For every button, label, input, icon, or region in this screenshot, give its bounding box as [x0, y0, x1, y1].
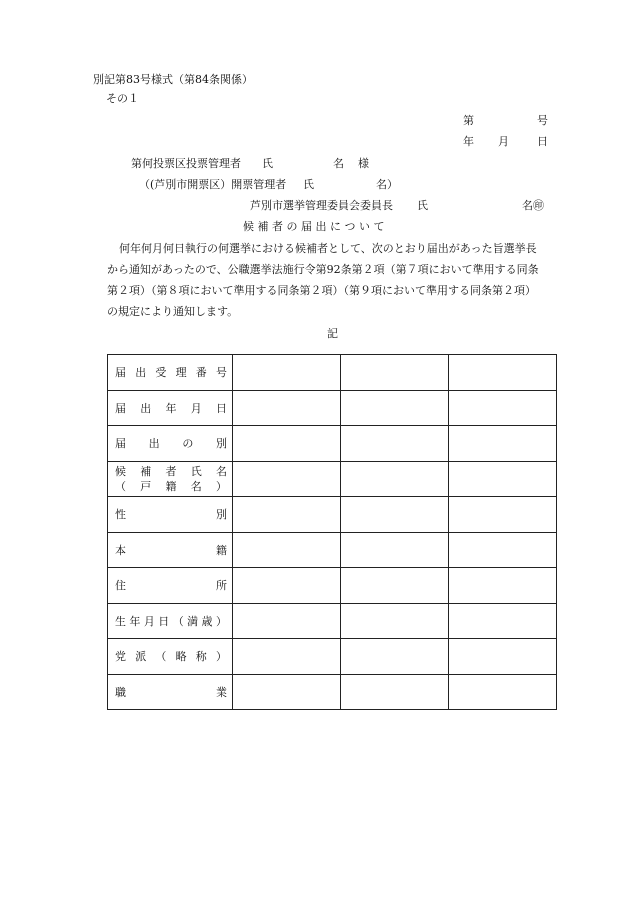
entry-cell[interactable] — [341, 461, 449, 497]
addressee-title: 第何投票区投票管理者 — [131, 157, 241, 170]
table-row — [108, 497, 557, 533]
entry-cell[interactable] — [233, 461, 341, 497]
entry-cell[interactable] — [449, 532, 557, 568]
date-day: 日 — [537, 135, 548, 148]
document-title: 候 補 者 の 届 出 に つ い て — [243, 220, 385, 233]
entry-cell[interactable] — [233, 568, 341, 604]
table-row — [108, 390, 557, 426]
row-label: 届 出 の 別 — [115, 437, 227, 451]
addressee-mei: 名 — [333, 157, 344, 170]
entry-cell[interactable] — [449, 461, 557, 497]
entry-cell[interactable] — [341, 568, 449, 604]
row-label-cell — [108, 568, 233, 604]
entry-cell[interactable] — [449, 568, 557, 604]
row-label-cell — [108, 497, 233, 533]
row-label-cell — [108, 532, 233, 568]
counting-manager-mei: 名） — [376, 178, 398, 191]
entry-cell[interactable] — [341, 355, 449, 391]
table-row — [108, 674, 557, 710]
entry-cell[interactable] — [233, 532, 341, 568]
addressee-shi: 氏 — [262, 157, 273, 170]
body-line-2: から通知があったので、公職選挙法施行令第92条第２項（第７項において準用する同条 — [107, 263, 539, 276]
entry-cell[interactable] — [449, 497, 557, 533]
entry-cell[interactable] — [449, 426, 557, 462]
row-label-cell — [108, 390, 233, 426]
table-row — [108, 639, 557, 675]
entry-cell[interactable] — [233, 497, 341, 533]
row-label-cell — [108, 461, 233, 497]
entry-cell[interactable] — [449, 639, 557, 675]
sender-title: 芦別市選挙管理委員会委員長 — [250, 199, 393, 212]
date-month: 月 — [498, 135, 509, 148]
entry-cell[interactable] — [233, 603, 341, 639]
entry-cell[interactable] — [341, 603, 449, 639]
table-row — [108, 426, 557, 462]
row-label-cell — [108, 674, 233, 710]
table-row — [108, 355, 557, 391]
entry-cell[interactable] — [233, 639, 341, 675]
row-label: 職 業 — [115, 685, 227, 699]
row-label: 届 出 受 理 番 号 — [115, 366, 227, 380]
entry-cell[interactable] — [341, 426, 449, 462]
entry-cell[interactable] — [449, 355, 557, 391]
entry-cell[interactable] — [341, 532, 449, 568]
sender-shi: 氏 — [417, 199, 428, 212]
entry-cell[interactable] — [341, 497, 449, 533]
row-label: 住 所 — [115, 579, 227, 593]
body-line-4: の規定により通知します。 — [107, 305, 239, 318]
entry-cell[interactable] — [449, 674, 557, 710]
entry-cell[interactable] — [233, 674, 341, 710]
entry-cell[interactable] — [233, 426, 341, 462]
table-row — [108, 532, 557, 568]
entry-cell[interactable] — [449, 603, 557, 639]
notification-table — [107, 354, 557, 710]
counting-manager-title: （(芦別市開票区）開票管理者 — [139, 178, 287, 191]
row-label-sub: （ 戸 籍 名 ） — [115, 479, 227, 493]
table-row — [108, 603, 557, 639]
row-label-cell — [108, 603, 233, 639]
entry-cell[interactable] — [233, 390, 341, 426]
entry-cell[interactable] — [341, 674, 449, 710]
entry-cell[interactable] — [233, 355, 341, 391]
table-row — [108, 568, 557, 604]
table-row — [108, 461, 557, 497]
entry-cell[interactable] — [341, 639, 449, 675]
row-label-cell — [108, 639, 233, 675]
sub-number: その１ — [106, 92, 139, 105]
ki-mark: 記 — [327, 327, 338, 340]
entry-cell[interactable] — [449, 390, 557, 426]
doc-number-prefix: 第 — [463, 114, 474, 127]
sender-mei-seal: 名㊞ — [522, 199, 544, 212]
doc-number-suffix: 号 — [537, 114, 548, 127]
body-line-1: 何年何月何日執行の何選挙における候補者として、次のとおり届出があった旨選挙長 — [119, 242, 537, 255]
row-label: 届 出 年 月 日 — [115, 401, 227, 415]
row-label: 性 別 — [115, 508, 227, 522]
form-id: 別記第83号様式（第84条関係） — [93, 73, 253, 86]
addressee-sama: 様 — [358, 157, 369, 170]
body-line-3: 第２項）（第８項において準用する同条第２項）（第９項において準用する同条第２項） — [107, 284, 536, 297]
entry-cell[interactable] — [341, 390, 449, 426]
row-label: 党 派 （ 略 称 ） — [115, 650, 227, 664]
date-year: 年 — [463, 135, 474, 148]
row-label: 生 年 月 日 （ 満 歳 ） — [115, 614, 227, 628]
row-label: 本 籍 — [115, 543, 227, 557]
row-label: 候 補 者 氏 名 — [115, 464, 227, 478]
row-label-cell — [108, 426, 233, 462]
row-label-cell — [108, 355, 233, 391]
counting-manager-shi: 氏 — [303, 178, 314, 191]
